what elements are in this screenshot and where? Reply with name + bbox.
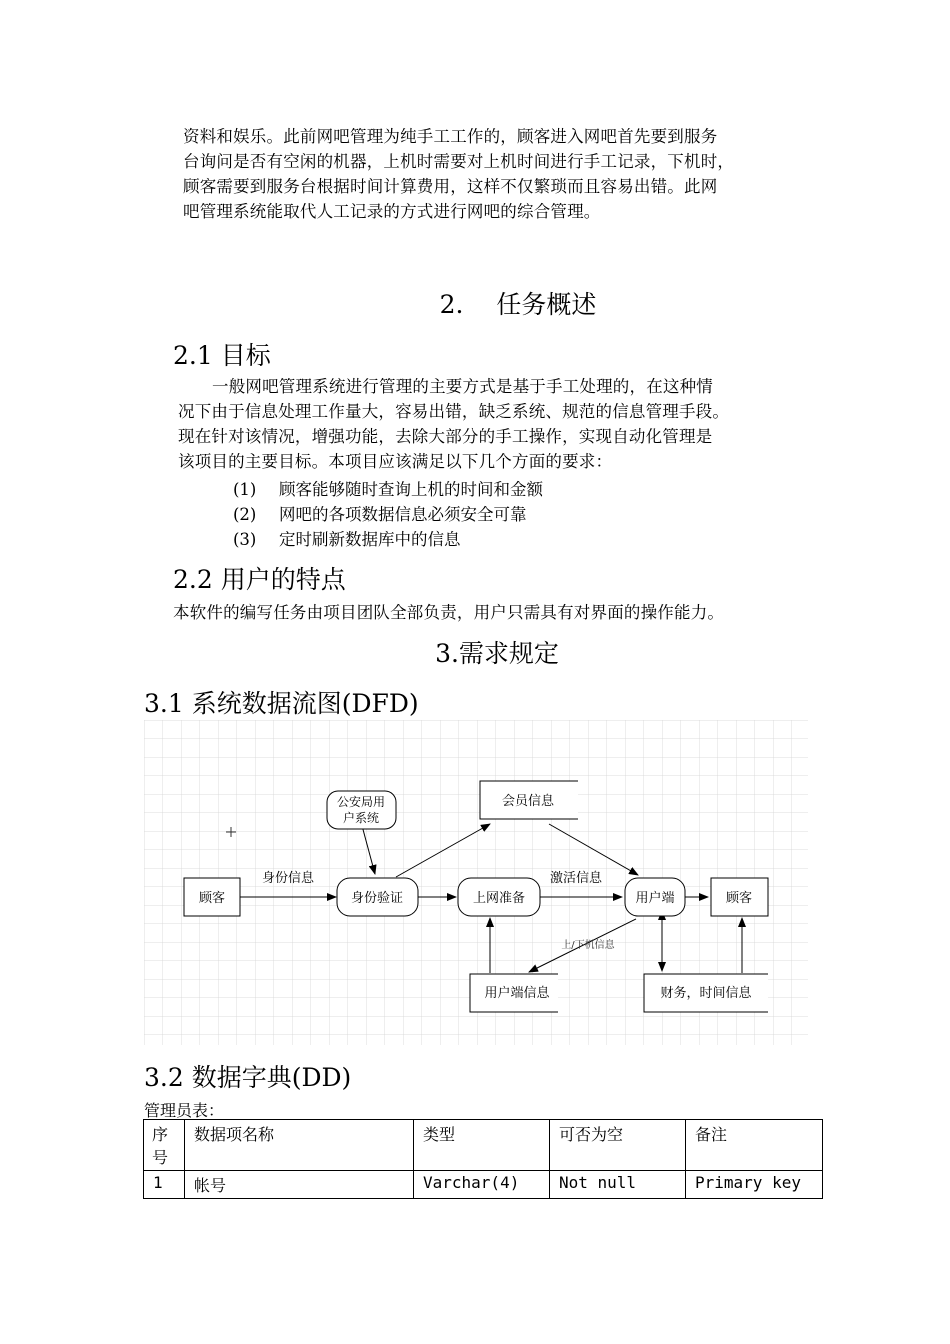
node-label: 顾客 <box>725 891 753 906</box>
list-item-number: (2) <box>233 505 257 524</box>
user-feature-text: 本软件的编写任务由项目团队全部负责，用户只需具有对界面的操作能力。 <box>173 603 725 622</box>
node-finance-info <box>644 974 768 1012</box>
intro-line: 吧管理系统能取代人工记录的方式进行网吧的综合管理。 <box>183 202 601 221</box>
label-onoff-info: 上/下机信息 <box>561 940 615 951</box>
header-type: 类型 <box>414 1120 550 1171</box>
node-police-system <box>327 791 396 829</box>
list-item <box>233 476 543 500</box>
node-label: 顾客 <box>198 891 226 906</box>
header-nullable: 可否为空 <box>550 1120 686 1171</box>
intro-line: 顾客需要到服务台根据时间计算费用，这样不仅繁琐而且容易出错。此网 <box>183 177 718 196</box>
cell-name: 帐号 <box>185 1171 414 1199</box>
node-customer-left <box>184 878 240 916</box>
intro-paragraph <box>183 124 734 224</box>
section-3-1-heading: 3.1 系统数据流图(DFD) <box>144 689 419 718</box>
node-label: 公安局用 <box>336 795 386 809</box>
node-label: 用户端信息 <box>484 986 550 1001</box>
node-verify <box>337 878 418 916</box>
section-3-title: 3.需求规定 <box>435 639 559 668</box>
goal-line: 况下由于信息处理工作量大，容易出错，缺乏系统、规范的信息管理手段。 <box>178 402 730 421</box>
list-item-text: 网吧的各项数据信息必须安全可靠 <box>279 505 527 524</box>
goal-line: 现在针对该情况，增强功能，去除大部分的手工操作，实现自动化管理是 <box>178 427 713 446</box>
list-item-text: 定时刷新数据库中的信息 <box>279 530 461 549</box>
table-header-row <box>144 1120 823 1171</box>
node-customer-right <box>711 878 768 916</box>
node-label: 财务，时间信息 <box>660 986 752 1001</box>
node-label: 会员信息 <box>501 794 555 809</box>
node-client-info <box>470 974 558 1012</box>
goal-line: 一般网吧管理系统进行管理的主要方式是基于手工处理的，在这种情 <box>212 377 713 396</box>
goal-line: 该项目的主要目标。本项目应该满足以下几个方面的要求： <box>178 452 613 471</box>
node-member-info <box>480 781 578 819</box>
node-label: 用户端 <box>635 891 675 906</box>
node-label: 户系统 <box>342 811 380 825</box>
intro-line: 台询问是否有空闲的机器，上机时需要对上机时间进行手工记录，下机时， <box>183 152 735 171</box>
list-item <box>233 526 461 550</box>
header-name: 数据项名称 <box>185 1120 414 1171</box>
table-row <box>144 1171 823 1199</box>
admin-table <box>143 1119 823 1199</box>
node-label: 身份验证 <box>350 891 404 906</box>
dfd-diagram <box>144 720 808 1045</box>
header-remark: 备注 <box>686 1120 823 1171</box>
cell-seq: 1 <box>144 1171 185 1199</box>
section-3-2-heading: 3.2 数据字典(DD) <box>144 1063 352 1092</box>
cell-remark: Primary key <box>686 1171 823 1199</box>
node-prepare <box>458 878 540 916</box>
cell-type: Varchar(4) <box>414 1171 550 1199</box>
section-2-2-heading: 2.2 用户的特点 <box>173 565 346 594</box>
list-item-number: (1) <box>233 480 257 499</box>
table-caption: 管理员表： <box>144 1101 225 1120</box>
goal-paragraph <box>178 374 729 474</box>
list-item-text: 顾客能够随时查询上机的时间和金额 <box>279 480 543 499</box>
header-seq: 序 号 <box>144 1120 185 1171</box>
list-item-number: (3) <box>233 530 257 549</box>
label-activate-info: 激活信息 <box>549 871 603 886</box>
label-identity-info: 身份信息 <box>261 871 315 886</box>
node-client <box>625 878 685 916</box>
list-item <box>233 501 527 525</box>
cell-nullable: Not null <box>550 1171 686 1199</box>
intro-line: 资料和娱乐。此前网吧管理为纯手工工作的，顾客进入网吧首先要到服务 <box>183 127 718 146</box>
section-2-1-heading: 2.1 目标 <box>173 341 271 370</box>
section-2-title: 2. 任务概述 <box>439 290 597 319</box>
node-label: 上网准备 <box>472 891 526 906</box>
